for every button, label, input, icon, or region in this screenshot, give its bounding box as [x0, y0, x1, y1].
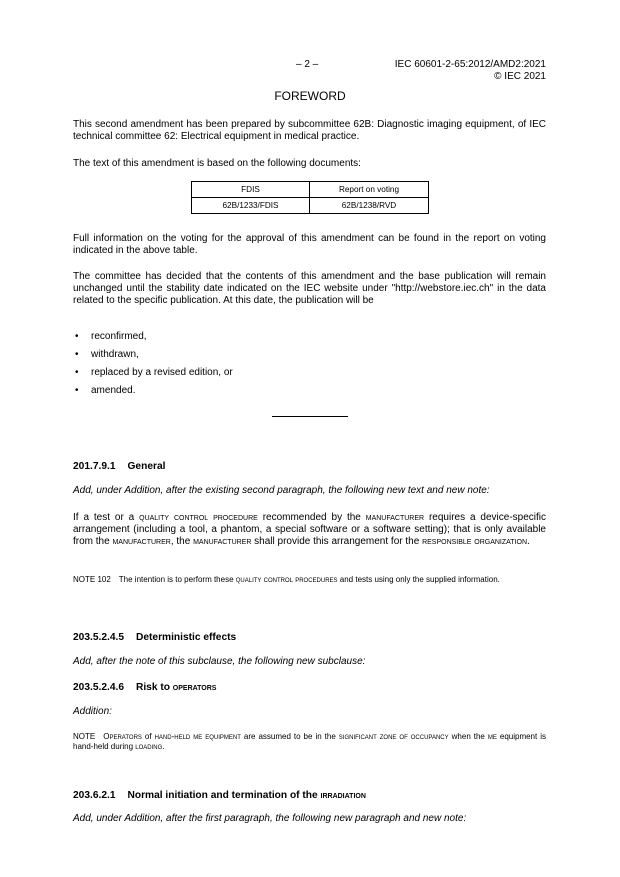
document-id: IEC 60601-2-65:2012/AMD2:2021 [394, 59, 546, 70]
section-heading-201-7-9-1: 201.7.9.1 General [73, 461, 166, 472]
copyright: © IEC 2021 [494, 71, 546, 82]
table-cell-fdis: 62B/1233/FDIS [192, 198, 310, 214]
section-heading-203-5-2-4-6: 203.5.2.4.6 Risk to operators [73, 682, 217, 693]
voting-table [191, 181, 429, 214]
list-item: • withdrawn, [75, 349, 139, 360]
table-cell-rvd: 62B/1238/RVD [310, 198, 429, 214]
paragraph-201-7-9-1: If a test or a quality control procedure recommended by the manufacturer requires a device-specific arrangement (including a tool, a phantom, a special software or a software setting); that is only available from the manufacturer, the manufacturer shall provide this arrangement for the responsible organization. [73, 512, 547, 548]
bullet-icon: • [75, 367, 79, 378]
instruction-203-5-2-4-5: Add, after the note of this subclause, the following new subclause: [73, 656, 366, 667]
foreword-title: FOREWORD [274, 89, 346, 103]
foreword-paragraph-2: The text of this amendment is based on the following documents: [73, 158, 361, 169]
list-item: • reconfirmed, [75, 331, 147, 342]
table-header-report: Report on voting [310, 182, 429, 198]
note-102: NOTE 102 The intention is to perform these quality control procedures and tests using only the supplied information. [73, 575, 500, 584]
bullet-icon: • [75, 349, 79, 360]
section-heading-203-5-2-4-5: 203.5.2.4.5 Deterministic effects [73, 632, 237, 643]
list-item: • amended. [75, 385, 136, 396]
foreword-paragraph-3: Full information on the voting for the approval of this amendment can be found in the report on voting indicated in the above table. [73, 233, 546, 257]
note-203-5-2-4-6: NOTE Operators of hand-held me equipment are assumed to be in the significant zone of occupancy when the me equipment is hand-held during loading. [73, 732, 546, 751]
separator-line [272, 416, 348, 417]
page-number: – 2 – [296, 59, 319, 70]
table-header-fdis: FDIS [192, 182, 310, 198]
bullet-icon: • [75, 385, 79, 396]
foreword-paragraph-1: This second amendment has been prepared by subcommittee 62B: Diagnostic imaging equipment, of IEC technical committee 62: Electrical equipment in medical practice. [73, 119, 546, 143]
bullet-icon: • [75, 331, 79, 342]
instruction-203-5-2-4-6: Addition: [73, 706, 112, 717]
foreword-paragraph-4: The committee has decided that the contents of this amendment and the base publication will remain unchanged until the stability date indicated on the IEC website under "http://webstore.iec.ch" in the data related to the specific publication. At this date, the publication will be [73, 271, 546, 307]
list-item: • replaced by a revised edition, or [75, 367, 233, 378]
instruction-201-7-9-1: Add, under Addition, after the existing second paragraph, the following new text and new note: [73, 485, 490, 496]
publication-status-list [73, 331, 473, 403]
section-heading-203-6-2-1: 203.6.2.1 Normal initiation and termination of the irradiation [73, 790, 366, 801]
instruction-203-6-2-1: Add, under Addition, after the first paragraph, the following new paragraph and new note: [73, 813, 467, 824]
